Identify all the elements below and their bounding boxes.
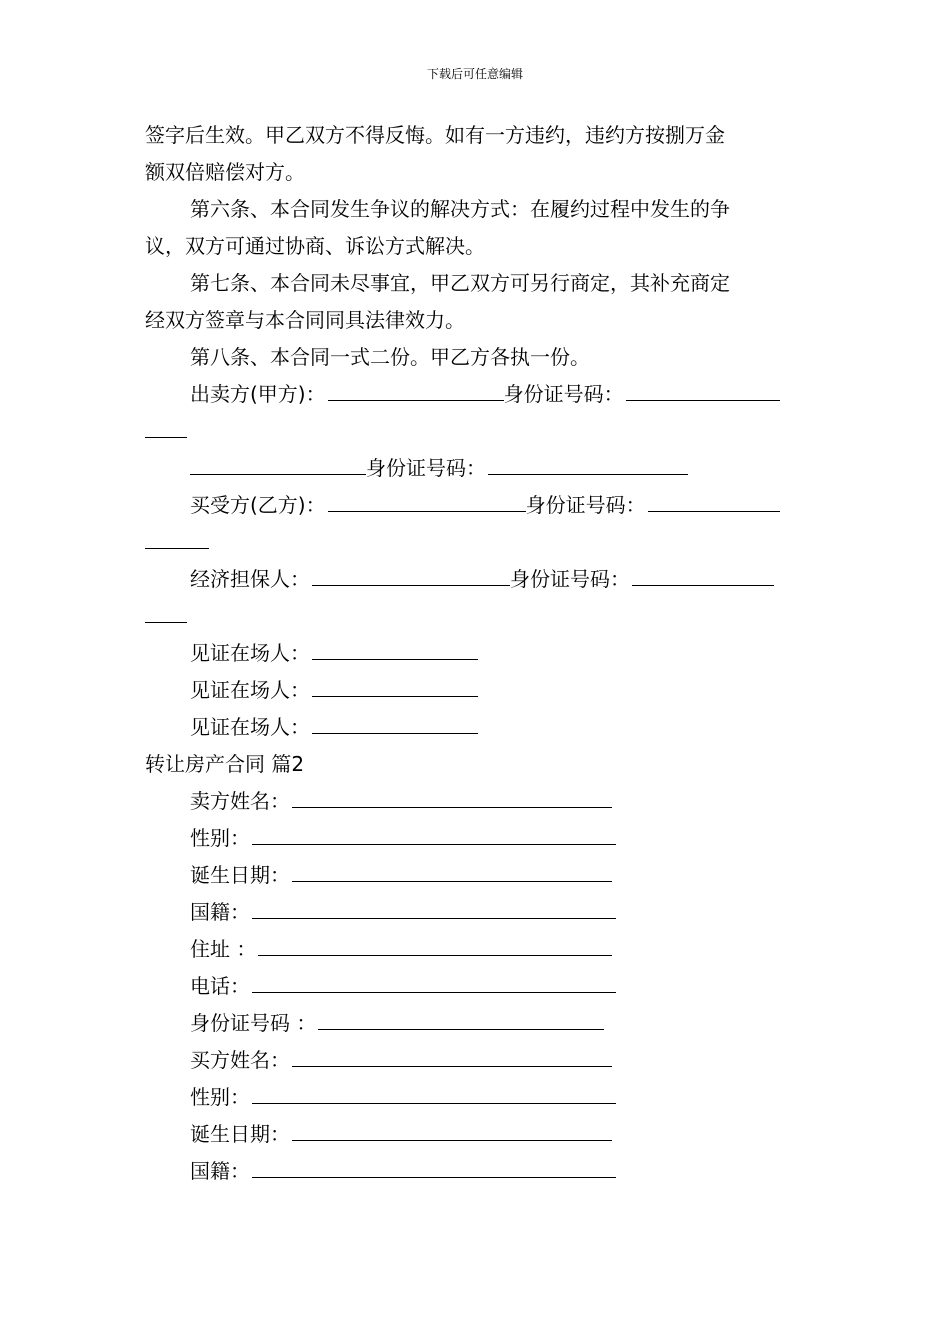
seller-second-name-blank[interactable] [190, 451, 366, 475]
buyer-id-blank-wrap[interactable] [145, 525, 209, 549]
field-label: 买方姓名： [190, 1048, 290, 1072]
buyer-signature-row [145, 487, 807, 524]
witness-row [145, 709, 807, 746]
field-label: 性别： [190, 1085, 250, 1109]
form-field-row [145, 1079, 807, 1116]
witness-label: 见证在场人： [190, 641, 310, 665]
paragraph-line: 议，双方可通过协商、诉讼方式解决。 [145, 234, 485, 258]
field-label: 住址 ： [190, 937, 257, 961]
form-field-row [145, 1116, 807, 1153]
paragraph-line: 经双方签章与本合同同具法律效力。 [145, 308, 465, 332]
form-field-row [145, 894, 807, 931]
buyer-name-blank[interactable] [328, 488, 526, 512]
guarantor-id-blank-wrap[interactable] [145, 599, 187, 623]
article-6-line: 第六条、本合同发生争议的解决方式：在履约过程中发生的争 [190, 197, 730, 221]
field-label: 性别： [190, 826, 250, 850]
buyer-label: 买受方(乙方)： [190, 493, 326, 517]
field-blank[interactable] [292, 1117, 612, 1141]
seller-name-blank[interactable] [328, 377, 504, 401]
page-header-note: 下载后可任意编辑 [426, 67, 523, 81]
form-field-row [145, 857, 807, 894]
seller-id-blank-wrap[interactable] [145, 414, 187, 438]
guarantor-id-blank[interactable] [632, 562, 774, 586]
form-field-row [145, 1005, 807, 1042]
seller-second-row [145, 450, 807, 487]
witness-blank[interactable] [312, 710, 478, 734]
field-blank[interactable] [252, 1154, 616, 1178]
form-field-row [145, 820, 807, 857]
guarantor-signature-row [145, 561, 807, 598]
field-blank[interactable] [292, 858, 612, 882]
witness-label: 见证在场人： [190, 678, 310, 702]
field-blank[interactable] [292, 784, 612, 808]
field-blank[interactable] [252, 821, 616, 845]
form-field-row [145, 1042, 807, 1079]
guarantor-id-blank-continued [145, 598, 807, 635]
seller-id-blank-continued [145, 413, 807, 450]
guarantor-name-blank[interactable] [312, 562, 510, 586]
witness-row [145, 672, 807, 709]
field-blank[interactable] [258, 932, 612, 956]
seller-second-id-label: 身份证号码： [366, 456, 486, 480]
buyer-id-label: 身份证号码： [525, 493, 646, 517]
seller-second-id-blank[interactable] [488, 451, 688, 475]
field-blank[interactable] [292, 1043, 612, 1067]
buyer-id-blank-continued [145, 524, 807, 561]
field-label: 诞生日期： [190, 863, 290, 887]
field-blank[interactable] [252, 895, 616, 919]
seller-signature-row [145, 376, 807, 413]
field-label: 国籍： [190, 1159, 250, 1183]
witness-label: 见证在场人： [190, 715, 310, 739]
section-title: 转让房产合同 篇2 [145, 752, 305, 776]
field-label: 诞生日期： [190, 1122, 290, 1146]
form-field-row [145, 968, 807, 1005]
guarantor-id-label: 身份证号码： [510, 567, 630, 591]
field-blank[interactable] [252, 1080, 616, 1104]
form-field-row [145, 1153, 807, 1190]
seller-id-label: 身份证号码： [503, 382, 624, 406]
field-label: 身份证号码 ： [190, 1011, 317, 1035]
field-blank[interactable] [252, 969, 616, 993]
article-8-line: 第八条、本合同一式二份。甲乙方各执一份。 [190, 345, 590, 369]
paragraph-line: 额双倍赔偿对方。 [145, 160, 305, 184]
form-field-row [145, 783, 807, 820]
form-field-row [145, 931, 807, 968]
paragraph-line: 签字后生效。甲乙双方不得反悔。如有一方违约，违约方按捌万金 [145, 123, 725, 147]
seller-id-blank[interactable] [626, 377, 780, 401]
field-label: 电话： [190, 974, 250, 998]
witness-blank[interactable] [312, 636, 478, 660]
article-7-line: 第七条、本合同未尽事宜，甲乙双方可另行商定，其补充商定 [190, 271, 730, 295]
field-blank[interactable] [318, 1006, 604, 1030]
field-label: 国籍： [190, 900, 250, 924]
document-body [145, 117, 807, 1190]
buyer-id-blank[interactable] [648, 488, 780, 512]
witness-blank[interactable] [312, 673, 478, 697]
witness-row [145, 635, 807, 672]
seller-label: 出卖方(甲方)： [190, 382, 326, 406]
guarantor-label: 经济担保人： [190, 567, 310, 591]
field-label: 卖方姓名： [190, 789, 290, 813]
